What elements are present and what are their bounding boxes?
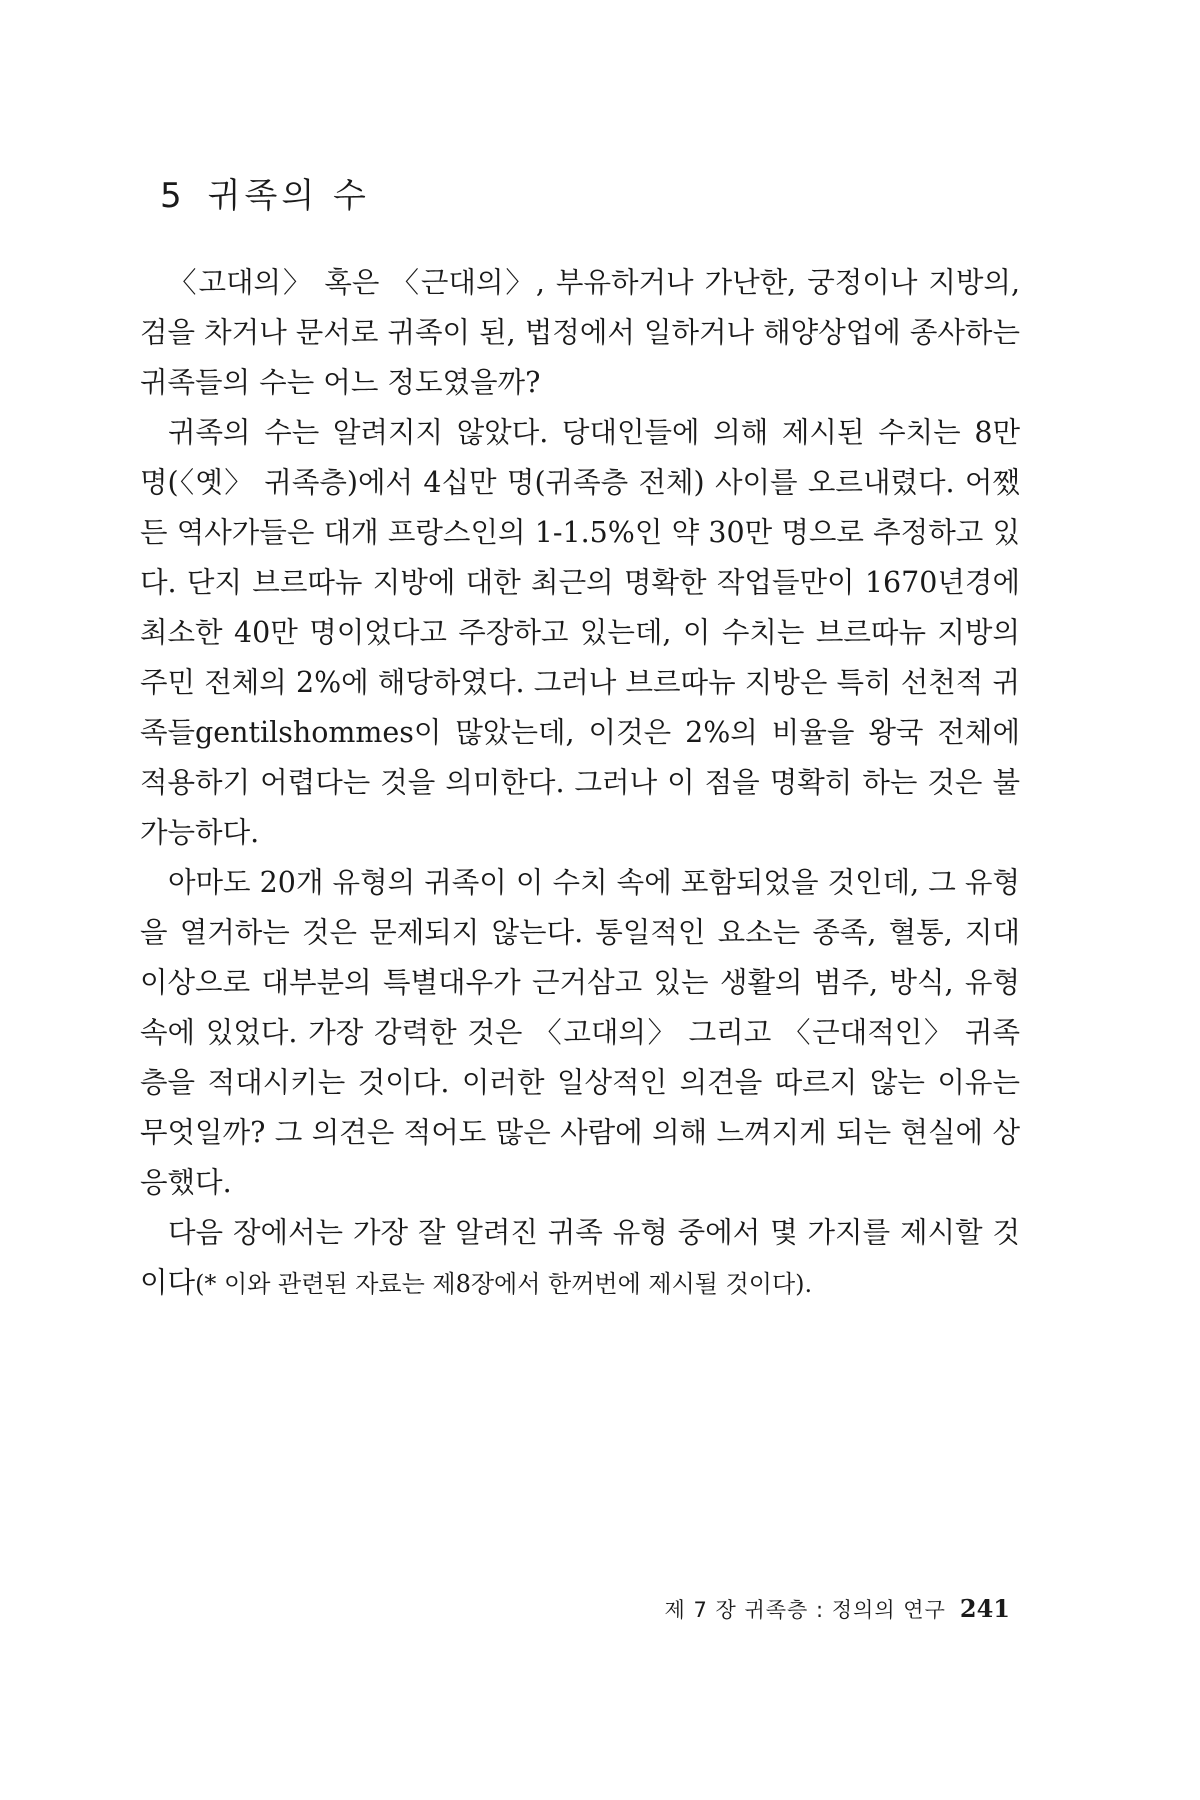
paragraph-1: 〈고대의〉 혹은 〈근대의〉, 부유하거나 가난한, 궁정이나 지방의, 검을 차거나 문서로 귀족이 된, 법정에서 일하거나 해양상업에 종사하는 귀족들의 수는 어느 정도였을까? [140,266,1020,399]
paragraph-4-text: 다음 장에서는 가장 잘 알려진 귀족 유형 중에서 몇 가지를 제시할 것이다 [140,1216,1020,1299]
paragraph-3: 아마도 20개 유형의 귀족이 이 수치 속에 포함되었을 것인데, 그 유형을 열거하는 것은 문제되지 않는다. 통일적인 요소는 종족, 혈통, 지대 이상으로 대부분의 특별대우가 근거삼고 있는 생활의 범주, 방식, 유형 속에 있었다. 가장 강력한 것은 〈고대의〉 그리고 〈근대적인〉 귀족층을 적대시키는 것이다. 이러한 일상적인 의견을 따르지 않는 이유는 무엇일까? 그 의견은 적어도 많은 사람에 의해 느껴지게 되는 현실에 상응했다. [140,866,1020,1199]
paragraph-4 [140,1208,1020,1309]
section-title [160,168,370,217]
running-footer [665,1594,1010,1624]
section-title-text: 귀족의 수 [207,176,370,216]
chapter-title: 제 7 장 귀족층 : 정의의 연구 [664,1598,946,1622]
footnote-inline: (* 이와 관련된 자료는 제8장에서 한꺼번에 제시될 것이다). [195,1270,813,1298]
paragraph-2: 귀족의 수는 알려지지 않았다. 당대인들에 의해 제시된 수치는 8만 명(〈옛〉 귀족층)에서 4십만 명(귀족층 전체) 사이를 오르내렸다. 어쨌든 역사가들은 대개 프랑스인의 1-1.5%인 약 30만 명으로 추정하고 있다. 단지 브르따뉴 지방에 대한 최근의 명확한 작업들만이 1670년경에 최소한 40만 명이었다고 주장하고 있는데, 이 수치는 브르따뉴 지방의 주민 전체의 2%에 해당하였다. 그러나 브르따뉴 지방은 특히 선천적 귀족들gentilshommes이 많았는데, 이것은 2%의 비율을 왕국 전체에 적용하기 어렵다는 것을 의미한다. 그러나 이 점을 명확히 하는 것은 불가능하다. [140,416,1020,849]
section-number: 5 [160,176,186,216]
page-number: 241 [959,1594,1010,1623]
body-text [140,258,1020,1309]
